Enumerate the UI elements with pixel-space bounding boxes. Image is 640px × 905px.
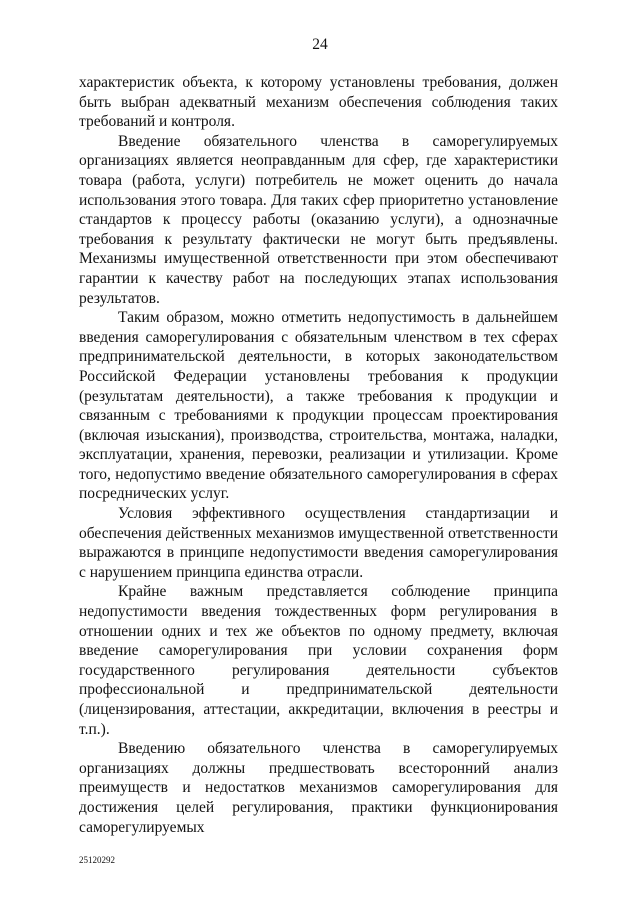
paragraph-5: Крайне важным представляется соблюдение принципа недопустимости введения тождественных форм регулирования в отношении одних и тех же объектов по одному предмету, включая введение саморегулирования при условии сохранения форм государственного регулирования деятельности субъектов профессиональной и предпринимательской деятельности (лицензирования, аттестации, аккредитации, включения в реестры и т.п.).: [79, 583, 558, 738]
page-number: 24: [312, 36, 328, 53]
paragraph-4: Условия эффективного осуществления стандартизации и обеспечения действенных механизмов имущественной ответственности выражаются в принципе недопустимости введения саморегулирования с нарушением принципа единства отрасли.: [79, 505, 558, 581]
paragraph-1: характеристик объекта, к которому установлены требования, должен быть выбран адекватный механизм обеспечения соблюдения таких требований и контроля.: [79, 74, 558, 131]
document-code: 25120292: [79, 855, 115, 865]
paragraph-3: Таким образом, можно отметить недопустимость в дальнейшем введения саморегулирования с обязательным членством в тех сферах предпринимательской деятельности, в которых законодательством Российской Федерации установлены требования к продукции (результатам деятельности), а также требования к продукции и связанным с требованиями к продукции процессам проектирования (включая изыскания), производства, строительства, монтажа, наладки, эксплуатации, хранения, перевозки, реализации и утилизации. Кроме того, недопустимо введение обязательного саморегулирования в сферах посреднических услуг.: [79, 309, 558, 503]
paragraph-6: Введению обязательного членства в саморегулируемых организациях должны предшествовать всесторонний анализ преимуществ и недостатков механизмов саморегулирования для достижения целей регулирования, практики функционирования саморегулируемых: [79, 740, 558, 836]
document-body: [79, 73, 558, 837]
paragraph-2: Введение обязательного членства в саморегулируемых организациях является неоправданным для сфер, где характеристики товара (работа, услуги) потребитель не может оценить до начала использования этого товара. Для таких сфер приоритетно установление стандартов к процессу работы (оказанию услуги), а однозначные требования к результату фактически не могут быть предъявлены. Механизмы имущественной ответственности при этом обеспечивают гарантии к качеству работ на последующих этапах использования результатов.: [79, 132, 558, 307]
